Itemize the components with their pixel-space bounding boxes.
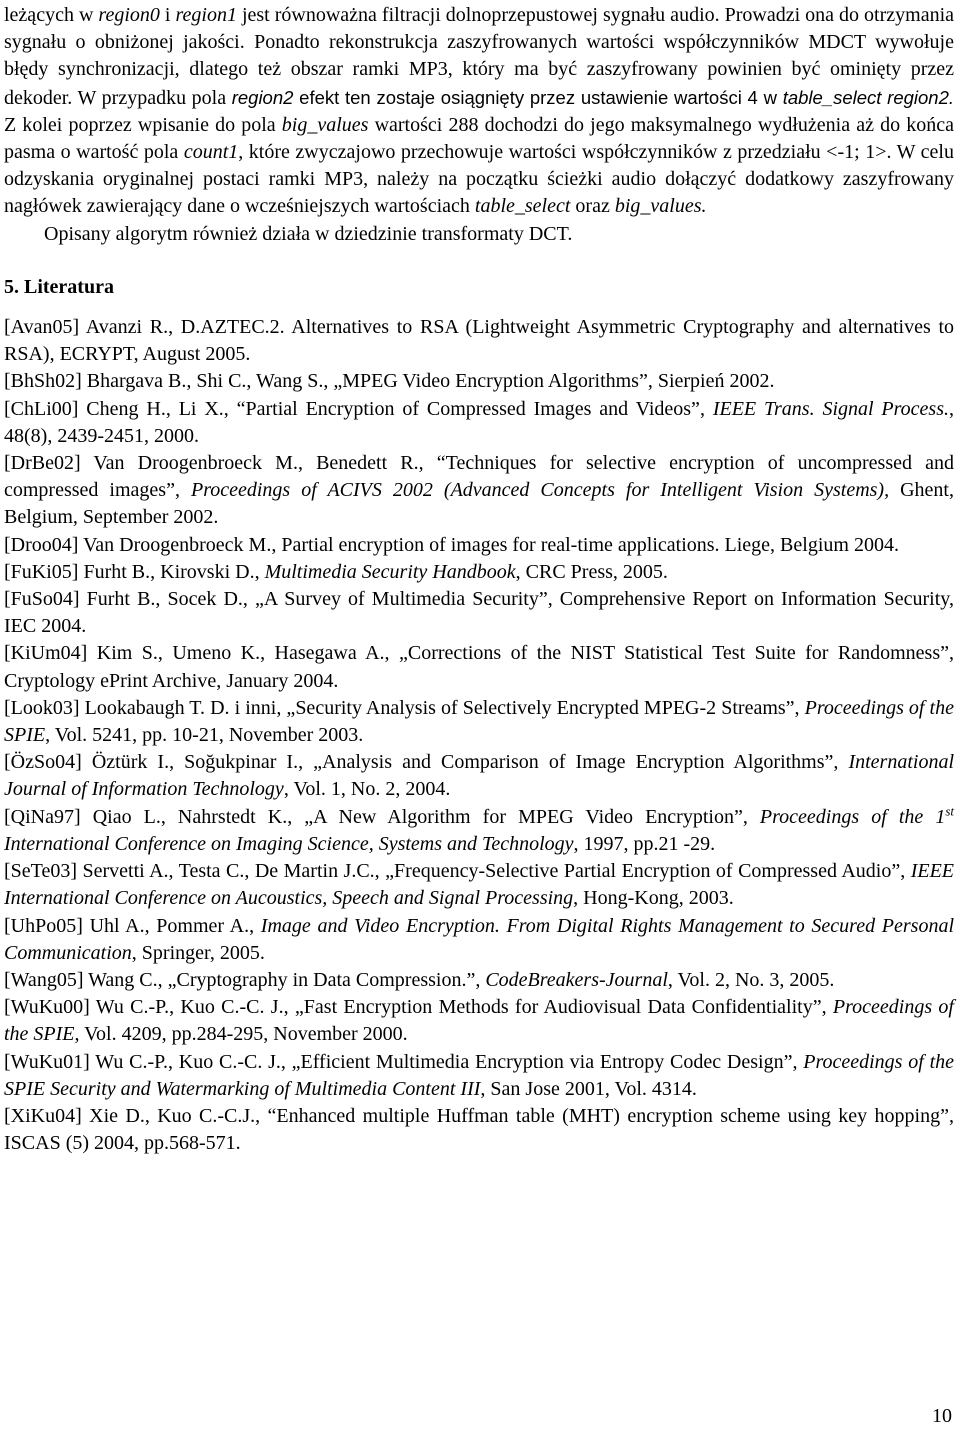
ref-text: , Hong-Kong, 2003. bbox=[573, 887, 734, 910]
field-name: region2 bbox=[231, 86, 294, 108]
text-run: i bbox=[159, 4, 176, 26]
reference-item bbox=[4, 858, 954, 912]
text-run: Z kolei poprzez wpisanie do pola bbox=[4, 113, 282, 136]
text-run: efekt ten zostaje osiągnięty przez ustawienie wartości 4 w bbox=[293, 86, 783, 108]
reference-item bbox=[4, 994, 954, 1048]
reference-item: [BhSh02] Bhargava B., Shi C., Wang S., „MPEG Video Encryption Algorithms”, Sierpień 2002. bbox=[4, 370, 775, 393]
ref-text: , Vol. 5241, pp. 10-21, November 2003. bbox=[45, 724, 364, 747]
reference-item bbox=[4, 396, 954, 450]
ref-text: , 1997, pp.21 -29. bbox=[573, 832, 716, 855]
field-name: region1 bbox=[175, 4, 237, 26]
reference-list bbox=[4, 314, 954, 1157]
ref-source: Proceedings of the SPIE Security and Watermarking of Multimedia Content III bbox=[4, 1050, 954, 1100]
ref-text: , Vol. 1, No. 2, 2004. bbox=[283, 778, 451, 801]
ref-source: IEEE Trans. Signal Process. bbox=[712, 397, 950, 420]
ref-text: , Vol. 4209, pp.284-295, November 2000. bbox=[74, 1023, 408, 1046]
field-name: table_select bbox=[474, 195, 571, 218]
ref-text: [UhPo05] Uhl A., Pommer A., bbox=[4, 914, 261, 937]
ref-source: Proceedings of the SPIE bbox=[4, 696, 954, 747]
ref-text: [WuKu00] Wu C.-P., Kuo C.-C. J., „Fast Encryption Methods for Audiovisual Data Confidentiality”, bbox=[4, 996, 833, 1019]
document-page bbox=[4, 2, 954, 1157]
reference-item: [XiKu04] Xie D., Kuo C.-C.J., “Enhanced multiple Huffman table (MHT) encryption scheme using key hopping”, ISCAS (5) 2004, pp.568-571. bbox=[4, 1104, 954, 1155]
page-number: 10 bbox=[932, 1405, 952, 1427]
reference-item bbox=[4, 450, 954, 532]
ref-source: International Journal of Information Technology bbox=[4, 751, 954, 801]
reference-item bbox=[4, 804, 954, 858]
ref-source-part: Proceedings of the 1 bbox=[759, 805, 946, 828]
text-run: leżących w bbox=[4, 4, 99, 26]
body-paragraph-2: Opisany algorytm również działa w dziedzinie transformaty DCT. bbox=[44, 222, 573, 245]
reference-item bbox=[4, 695, 954, 749]
reference-item bbox=[4, 559, 954, 586]
ref-text: , CRC Press, 2005. bbox=[515, 560, 668, 583]
text-run: oraz bbox=[570, 195, 615, 218]
reference-item: [Avan05] Avanzi R., D.AZTEC.2. Alternatives to RSA (Lightweight Asymmetric Cryptography and alternatives to RSA), ECRYPT, August 2005. bbox=[4, 316, 954, 366]
ref-text: [FuKi05] Furht B., Kirovski D., bbox=[4, 560, 265, 583]
text-run: wartości 288 dochodzi do jego maksymalnego wydłużenia aż do końca pasma o wartość pola bbox=[4, 113, 954, 164]
ref-text: [QiNa97] Qiao L., Nahrstedt K., „A New Algorithm for MPEG Video Encryption”, bbox=[4, 805, 760, 828]
ref-text: , Vol. 2, No. 3, 2005. bbox=[667, 968, 835, 991]
ref-text: [SeTe03] Servetti A., Testa C., De Martin J.C., „Frequency-Selective Partial Encryption of Compressed Audio”, bbox=[4, 860, 911, 883]
ref-text: , San Jose 2001, Vol. 4314. bbox=[480, 1077, 697, 1100]
field-name: big_values bbox=[281, 113, 369, 136]
ref-text: [WuKu01] Wu C.-P., Kuo C.-C. J., „Efficient Multimedia Encryption via Entropy Codec Design”, bbox=[4, 1050, 804, 1073]
ref-source: Proceedings of the SPIE bbox=[4, 996, 954, 1046]
reference-item bbox=[4, 967, 954, 994]
reference-item bbox=[4, 749, 954, 803]
ref-text: [DrBe02] Van Droogenbroeck M., Benedett R., “Techniques for selective encryption of uncompressed and compressed images”, bbox=[4, 452, 954, 502]
ordinal-suffix: st bbox=[945, 803, 955, 819]
field-name: region0 bbox=[98, 4, 160, 26]
ref-source: Multimedia Security Handbook bbox=[264, 560, 516, 583]
field-name: table_select region2. bbox=[782, 86, 955, 108]
reference-item bbox=[4, 1049, 954, 1103]
ref-source: CodeBreakers-Journal bbox=[485, 968, 668, 991]
ref-text: [ChLi00] Cheng H., Li X., “Partial Encryption of Compressed Images and Videos”, bbox=[4, 397, 713, 420]
ref-text: Ghent, Belgium, September 2002. bbox=[4, 479, 954, 529]
ref-source: Image and Video Encryption. From Digital Rights Management to Secured Personal Communication bbox=[4, 914, 955, 964]
ref-source: IEEE International Conference on Aucoustics, Speech and Signal Processing bbox=[4, 860, 954, 910]
section-title: 5. Literatura bbox=[4, 275, 114, 298]
ref-text: [Wang05] Wang C., „Cryptography in Data Compression.”, bbox=[4, 968, 486, 991]
ref-text: [ÖzSo04] Öztürk I., Soğukpinar I., „Analysis and Comparison of Image Encryption Algorithms”, bbox=[4, 751, 849, 774]
ref-text: , Springer, 2005. bbox=[131, 941, 265, 964]
reference-item: [KiUm04] Kim S., Umeno K., Hasegawa A., „Corrections of the NIST Statistical Test Suite for Randomness”, Cryptology ePrint Archive, January 2004. bbox=[4, 642, 954, 692]
field-name: big_values. bbox=[614, 195, 707, 218]
ref-source-part: International Conference on Imaging Science, Systems and Technology bbox=[4, 832, 574, 855]
reference-item: [FuSo04] Furht B., Socek D., „A Survey of Multimedia Security”, Comprehensive Report on Information Security, IEC 2004. bbox=[4, 588, 954, 638]
ref-text: , 48(8), 2439-2451, 2000. bbox=[4, 397, 955, 447]
reference-item bbox=[4, 913, 954, 967]
field-name: count1 bbox=[183, 141, 239, 164]
reference-item: [Droo04] Van Droogenbroeck M., Partial encryption of images for real-time applications. Liege, Belgium 2004. bbox=[4, 533, 899, 556]
text-run: , które zwyczajowo przechowuje wartości współczynników z przedziału <-1; 1>. W celu odzyskania oryginalnej postaci ramki MP3, należy na początku ścieżki audio dołączyć dodatkowy zaszyfrowany nagłówek zawierający dane o wcześniejszych wartościach bbox=[4, 141, 954, 218]
ref-text: [Look03] Lookabaugh T. D. i inni, „Security Analysis of Selectively Encrypted MPEG-2 Streams”, bbox=[4, 696, 805, 719]
body-paragraph-1 bbox=[4, 2, 954, 221]
text-run: jest równoważna filtracji dolnoprzepustowej sygnału audio. Prowadzi ona do otrzymania sygnału o obniżonej jakości. Ponadto rekonstrukcja zaszyfrowanych wartości współczynników MDCT wywołuje błędy synchronizacji, dlatego też obszar ramki MP3, który ma być zaszyfrowany powinien być ominięty przez dekoder. W przypadku pola bbox=[4, 4, 955, 109]
ref-source: Proceedings of ACIVS 2002 (Advanced Concepts for Intelligent Vision Systems), bbox=[190, 479, 890, 502]
